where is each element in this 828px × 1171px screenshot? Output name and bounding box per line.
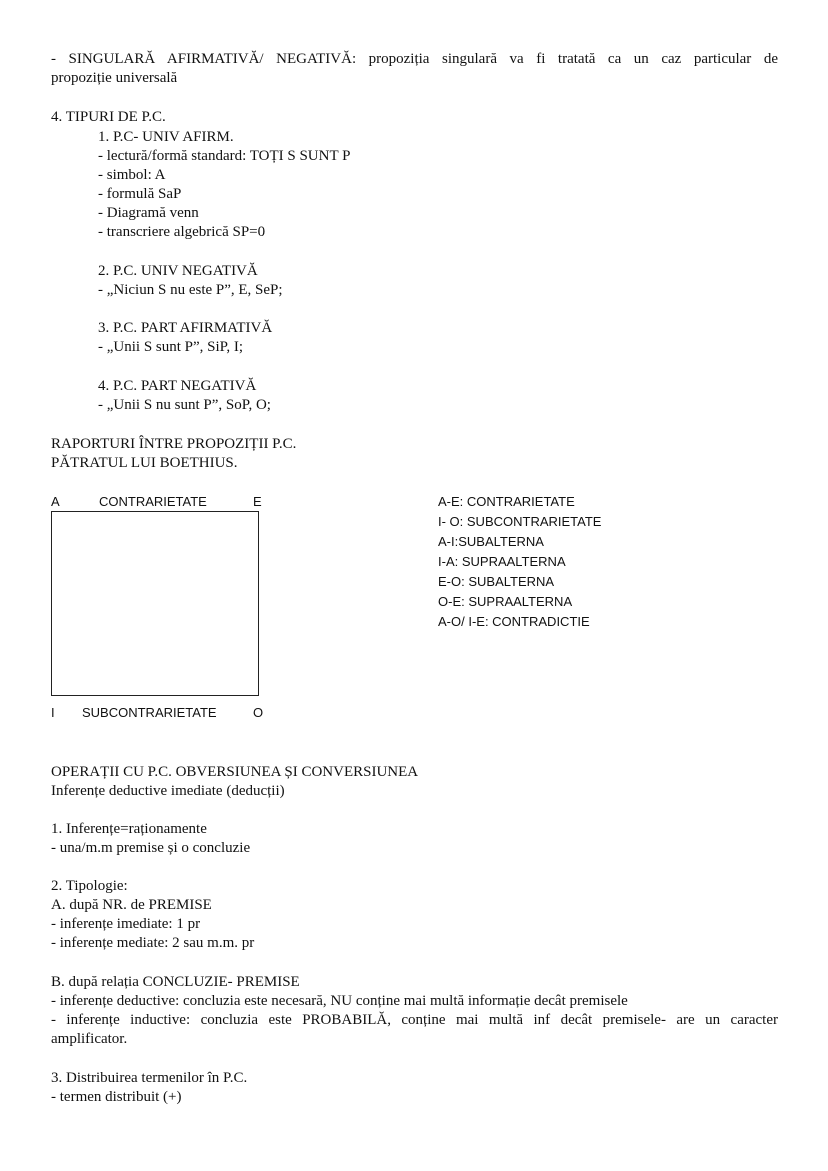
type-4-line: - „Unii S nu sunt P”, SoP, O;: [98, 397, 271, 413]
legend-item: A-O/ I-E: CONTRADICTIE: [438, 614, 590, 629]
corner-o-label: O: [253, 705, 264, 720]
tipologie-b-line: - inferențe inductive: concluzia este PROBABILĂ, conține mai multă inf decât premisele- are un caracter: [51, 1012, 778, 1028]
tipologie-b: B. după relația CONCLUZIE- PREMISE: [51, 974, 300, 990]
legend-item: O-E: SUPRAALTERNA: [438, 594, 573, 609]
tipologie-b-line: - inferențe deductive: concluzia este necesară, NU conține mai multă informație decât premisele: [51, 993, 628, 1009]
type-1-line: - formulă SaP: [98, 186, 182, 202]
singular-line-1: - SINGULARĂ AFIRMATIVĂ/ NEGATIVĂ: propoziția singulară va fi tratată ca un caz particular de: [51, 51, 778, 67]
corner-a-label: A: [51, 494, 60, 509]
type-1-line: - transcriere algebrică SP=0: [98, 224, 266, 240]
type-2-line: - „Niciun S nu este P”, E, SeP;: [98, 282, 283, 298]
tipologie-title: 2. Tipologie:: [51, 878, 128, 894]
contrarietate-label: CONTRARIETATE: [99, 494, 207, 509]
corner-i-label: I: [51, 705, 55, 720]
type-4-heading: 4. P.C. PART NEGATIVĂ: [98, 378, 257, 394]
distribuire-title: 3. Distribuirea termenilor în P.C.: [51, 1070, 248, 1086]
inferente-title: 1. Inferențe=raționamente: [51, 821, 207, 837]
legend-item: E-O: SUBALTERNA: [438, 574, 555, 589]
operatii-subtitle: Inferențe deductive imediate (deducții): [51, 783, 285, 799]
tipologie-b-line: amplificator.: [51, 1031, 128, 1047]
tipologie-a-line: - inferențe mediate: 2 sau m.m. pr: [51, 935, 255, 951]
tipologie-a-line: - inferențe imediate: 1 pr: [51, 916, 201, 932]
distribuire-line: - termen distribuit (+): [51, 1089, 182, 1105]
singular-line-2: propoziție universală: [51, 70, 178, 86]
corner-e-label: E: [253, 494, 262, 509]
type-3-heading: 3. P.C. PART AFIRMATIVĂ: [98, 320, 273, 336]
type-1-line: - simbol: A: [98, 167, 166, 183]
tipologie-a: A. după NR. de PREMISE: [51, 897, 212, 913]
legend-item: A-E: CONTRARIETATE: [438, 494, 575, 509]
legend-item: I-A: SUPRAALTERNA: [438, 554, 566, 569]
subcontrarietate-label: SUBCONTRARIETATE: [82, 705, 217, 720]
raporturi-title: RAPORTURI ÎNTRE PROPOZIȚII P.C.: [51, 436, 297, 452]
boethius-title: PĂTRATUL LUI BOETHIUS.: [51, 455, 238, 471]
square-of-opposition: [51, 511, 259, 696]
operatii-title: OPERAȚII CU P.C. OBVERSIUNEA ȘI CONVERSIUNEA: [51, 764, 419, 780]
type-2-heading: 2. P.C. UNIV NEGATIVĂ: [98, 263, 258, 279]
type-3-line: - „Unii S sunt P”, SiP, I;: [98, 339, 244, 355]
type-1-heading: 1. P.C- UNIV AFIRM.: [98, 129, 234, 145]
type-1-line: - Diagramă venn: [98, 205, 199, 221]
inferente-line: - una/m.m premise și o concluzie: [51, 840, 251, 856]
legend-item: A-I:SUBALTERNA: [438, 534, 544, 549]
section-4-title: 4. TIPURI DE P.C.: [51, 109, 166, 125]
type-1-line: - lectură/formă standard: TOȚI S SUNT P: [98, 148, 351, 164]
legend-item: I- O: SUBCONTRARIETATE: [438, 514, 602, 529]
